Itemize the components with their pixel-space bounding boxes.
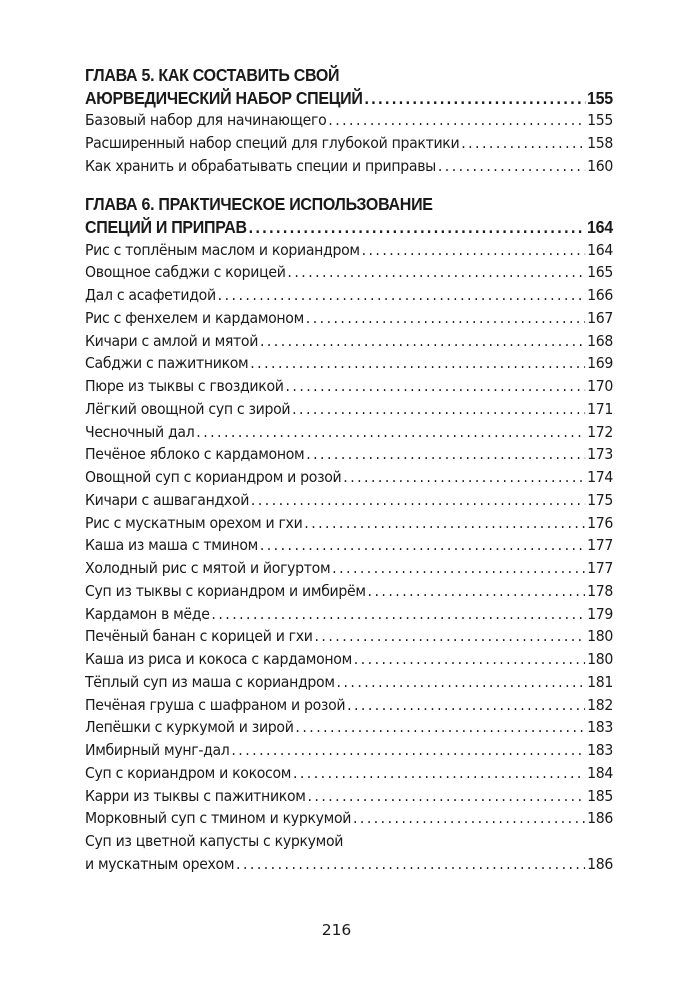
entry-label: Печёная груша с шафраном и розой [85,695,346,714]
chapter-title [85,64,613,109]
entry-label: Морковный суп с тмином и куркумой [85,809,352,828]
toc-entry [85,580,613,603]
toc-entry [85,512,613,535]
dot-leader [218,284,586,307]
toc-entry [85,443,613,466]
dot-leader [251,489,585,512]
dot-leader [347,694,585,717]
dot-leader [362,239,586,262]
entry-page-number: 164 [587,240,614,259]
toc-entry [85,421,613,444]
toc-entry [85,239,613,262]
toc-entry [85,352,613,375]
entry-page-number: 175 [587,490,614,509]
toc-entry [85,330,613,353]
entry-label: Дал с асафетидой [85,286,216,305]
entry-label: Суп с кориандром и кокосом [85,763,292,782]
dot-leader [287,261,585,284]
dot-leader [292,398,585,421]
entry-page-number: 169 [587,354,614,373]
entry-label: Каша из риса и кокоса с кардамоном [85,650,352,669]
entry-label-line2: и мускатным орехом [85,854,235,873]
entry-row [85,853,613,876]
entry-page-number: 177 [587,536,614,555]
dot-leader [306,443,585,466]
dot-leader [304,512,585,535]
entry-page-number: 160 [587,156,614,175]
toc-entry [85,739,613,762]
entry-label: Печёное яблоко с кардамоном [85,445,305,464]
toc-entry [85,716,613,739]
entry-label: Овощной суп с кориандром и розой [85,468,342,487]
chapter-6-entries [85,239,613,831]
entry-label: Лёгкий овощной суп с зирой [85,399,291,418]
entry-label-line1: Суп из цветной капусты с куркумой [85,832,344,851]
toc-entry [85,155,613,178]
entry-label: Кардамон в мёде [85,604,210,623]
entry-label: Имбирный мунг-дал [85,741,230,760]
entry-page-number: 176 [587,513,614,532]
dot-leader [328,109,585,132]
dot-leader [285,375,585,398]
entry-page-number: 173 [587,445,614,464]
entry-page-number: 181 [587,672,614,691]
entry-page-number: 165 [587,263,614,282]
chapter-title-row [85,87,613,110]
dot-leader [260,330,585,353]
dot-leader [307,785,585,808]
chapter-page-number: 155 [587,87,613,108]
entry-page-number: 179 [587,604,614,623]
chapter-title-line1: ГЛАВА 6. ПРАКТИЧЕСКОЕ ИСПОЛЬЗОВАНИЕ [85,194,433,215]
toc-entry [85,694,613,717]
entry-page-number: 168 [587,331,614,350]
entry-page-number: 172 [587,422,614,441]
dot-leader [250,352,585,375]
dot-leader [295,716,585,739]
toc-entry [85,603,613,626]
dot-leader [438,155,585,178]
dot-leader [211,603,585,626]
chapter-title [85,193,613,238]
chapter-page-number: 164 [587,217,613,238]
entry-label: Как хранить и обрабатывать специи и приправы [85,156,436,175]
entry-label: Кичари с ашвагандхой [85,490,250,509]
toc-entry [85,109,613,132]
entry-page-number: 174 [587,468,614,487]
toc-entry [85,557,613,580]
toc-entry-multiline [85,830,613,876]
toc-entry [85,534,613,557]
entry-page-number: 186 [587,809,614,828]
entry-page-number: 180 [587,650,614,669]
entry-label: Сабджи с пажитником [85,354,249,373]
toc-entry [85,625,613,648]
entry-label: Расширенный набор специй для глубокой практики [85,133,460,152]
entry-label: Овощное сабджи с корицей [85,263,286,282]
chapter-6 [85,193,613,875]
toc-entry [85,762,613,785]
entry-page-number: 186 [587,854,614,873]
entry-page-number: 167 [587,308,614,327]
chapter-title-line2: СПЕЦИЙ И ПРИПРАВ [85,217,247,238]
entry-label: Суп из тыквы с кориандром и имбирём [85,581,366,600]
dot-leader [260,534,585,557]
toc-entry [85,489,613,512]
dot-leader [354,648,585,671]
entry-label: Тёплый суп из маша с кориандром [85,672,335,691]
entry-page-number: 178 [587,581,614,600]
entry-page-number: 184 [587,763,614,782]
dot-leader [249,216,586,239]
entry-label: Рис с фенхелем и кардамоном [85,308,304,327]
dot-leader [353,807,585,830]
entry-label: Лепёшки с куркумой и зирой [85,718,294,737]
toc-entry [85,261,613,284]
table-of-contents [85,64,613,892]
entry-label: Рис с топлёным маслом и кориандром [85,240,360,259]
dot-leader [231,739,585,762]
toc-entry [85,807,613,830]
dot-leader [332,557,585,580]
chapter-title-row [85,216,613,239]
entry-page-number: 155 [587,111,614,130]
dot-leader [306,307,585,330]
dot-leader [368,580,586,603]
entry-label: Базовый набор для начинающего [85,111,327,130]
dot-leader [196,421,585,444]
entry-page-number: 170 [587,377,614,396]
page-number: 216 [321,921,352,939]
dot-leader [293,762,585,785]
entry-page-number: 177 [587,559,614,578]
entry-page-number: 185 [587,786,614,805]
entry-label: Чесночный дал [85,422,195,441]
toc-entry [85,284,613,307]
entry-label: Печёный банан с корицей и гхи [85,627,313,646]
entry-page-number: 158 [587,133,614,152]
entry-label: Карри из тыквы с пажитником [85,786,306,805]
entry-label: Каша из маша с тмином [85,536,258,555]
entry-label: Кичари с амлой и мятой [85,331,259,350]
chapter-title-line2: АЮРВЕДИЧЕСКИЙ НАБОР СПЕЦИЙ [85,87,363,108]
toc-entry [85,375,613,398]
entry-page-number: 182 [587,695,614,714]
toc-entry [85,648,613,671]
dot-leader [343,466,585,489]
dot-leader [337,671,586,694]
dot-leader [364,87,585,110]
entry-label: Рис с мускатным орехом и гхи [85,513,303,532]
dot-leader [461,132,585,155]
toc-entry [85,671,613,694]
entry-page-number: 183 [587,741,614,760]
toc-entry [85,785,613,808]
toc-entry [85,307,613,330]
chapter-title-line1: ГЛАВА 5. КАК СОСТАВИТЬ СВОЙ [85,65,340,85]
dot-leader [314,625,585,648]
toc-entry [85,398,613,421]
entry-page-number: 171 [587,399,614,418]
entry-label: Холодный рис с мятой и йогуртом [85,559,331,578]
toc-entry [85,466,613,489]
entry-page-number: 180 [587,627,614,646]
entry-page-number: 166 [587,286,614,305]
toc-entry [85,132,613,155]
entry-page-number: 183 [587,718,614,737]
chapter-5 [85,64,613,177]
entry-label: Пюре из тыквы с гвоздикой [85,377,284,396]
dot-leader [236,853,585,876]
